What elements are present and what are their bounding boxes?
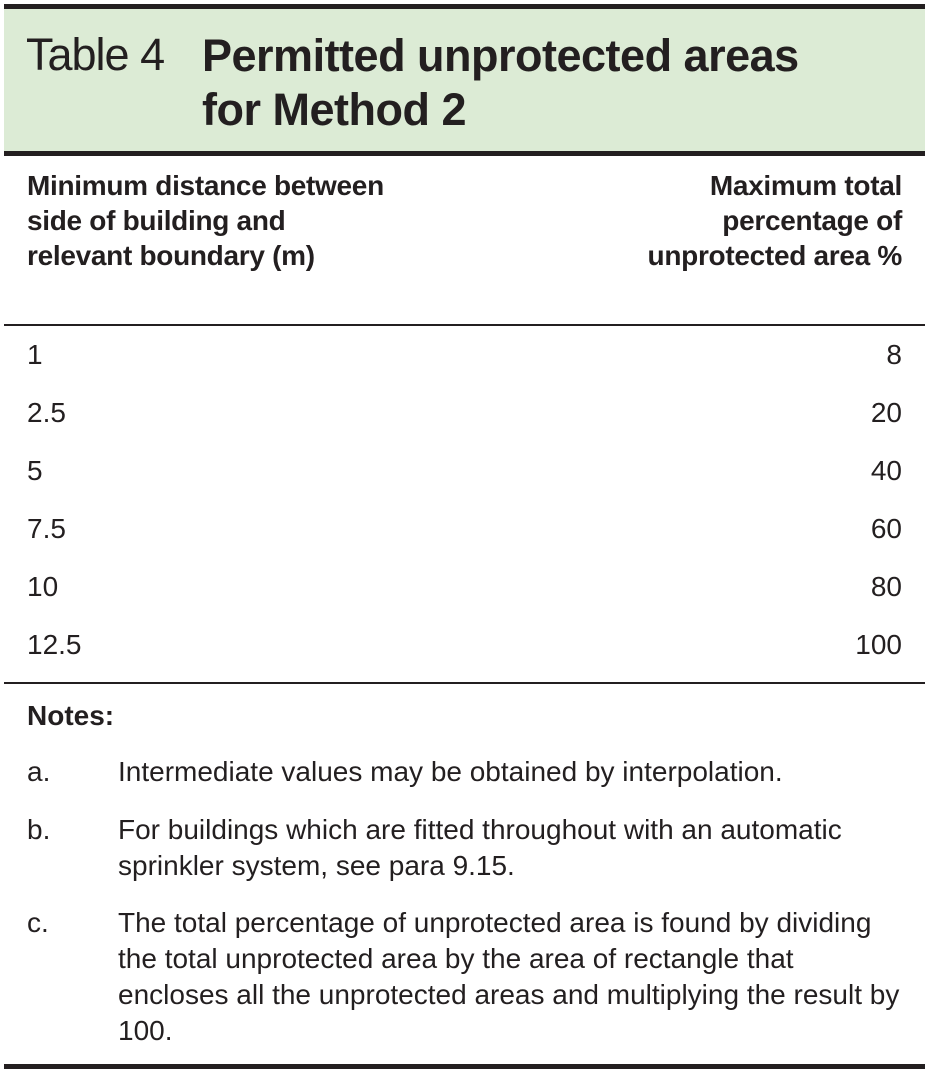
note-label: b.	[27, 814, 51, 845]
table-row	[4, 558, 925, 616]
column-header-row	[4, 156, 925, 324]
column-header-percentage: Maximum total percentage of unprotected area %	[647, 170, 902, 271]
table-container	[4, 4, 925, 1069]
table-title: Permitted unprotected areas for Method 2	[202, 30, 799, 135]
table-row	[4, 616, 925, 674]
percentage-cell: 100	[855, 629, 902, 660]
notes-heading: Notes:	[27, 700, 115, 731]
percentage-cell: 40	[870, 455, 902, 486]
percentage-cell: 80	[870, 571, 902, 602]
table-row	[4, 326, 925, 384]
table-body	[4, 326, 925, 682]
column-header-distance: Minimum distance between side of building and relevant boundary (m)	[27, 170, 384, 271]
notes-section	[4, 684, 925, 1064]
percentage-cell: 8	[886, 339, 902, 370]
table-row	[4, 442, 925, 500]
bottom-rule	[4, 1064, 925, 1069]
table-row	[4, 500, 925, 558]
distance-cell: 2.5	[27, 397, 66, 428]
note-text: Intermediate values may be obtained by interpolation.	[118, 756, 783, 787]
distance-cell: 12.5	[27, 629, 82, 660]
distance-cell: 1	[27, 339, 43, 370]
percentage-cell: 20	[870, 397, 902, 428]
title-band	[4, 9, 925, 151]
note-text: The total percentage of unprotected area is found by dividing the total unprotected area by the area of rectangle that encloses all the unprotected areas and multiplying the result by 100.	[118, 907, 900, 1046]
distance-cell: 10	[27, 571, 59, 602]
distance-cell: 5	[27, 455, 43, 486]
percentage-cell: 60	[870, 513, 902, 544]
note-text: For buildings which are fitted throughout with an automatic sprinkler system, see para 9.15.	[118, 814, 842, 881]
distance-cell: 7.5	[27, 513, 66, 544]
note-label: a.	[27, 756, 51, 787]
table-row	[4, 384, 925, 442]
note-label: c.	[27, 907, 49, 938]
table-number: Table 4	[26, 29, 165, 80]
